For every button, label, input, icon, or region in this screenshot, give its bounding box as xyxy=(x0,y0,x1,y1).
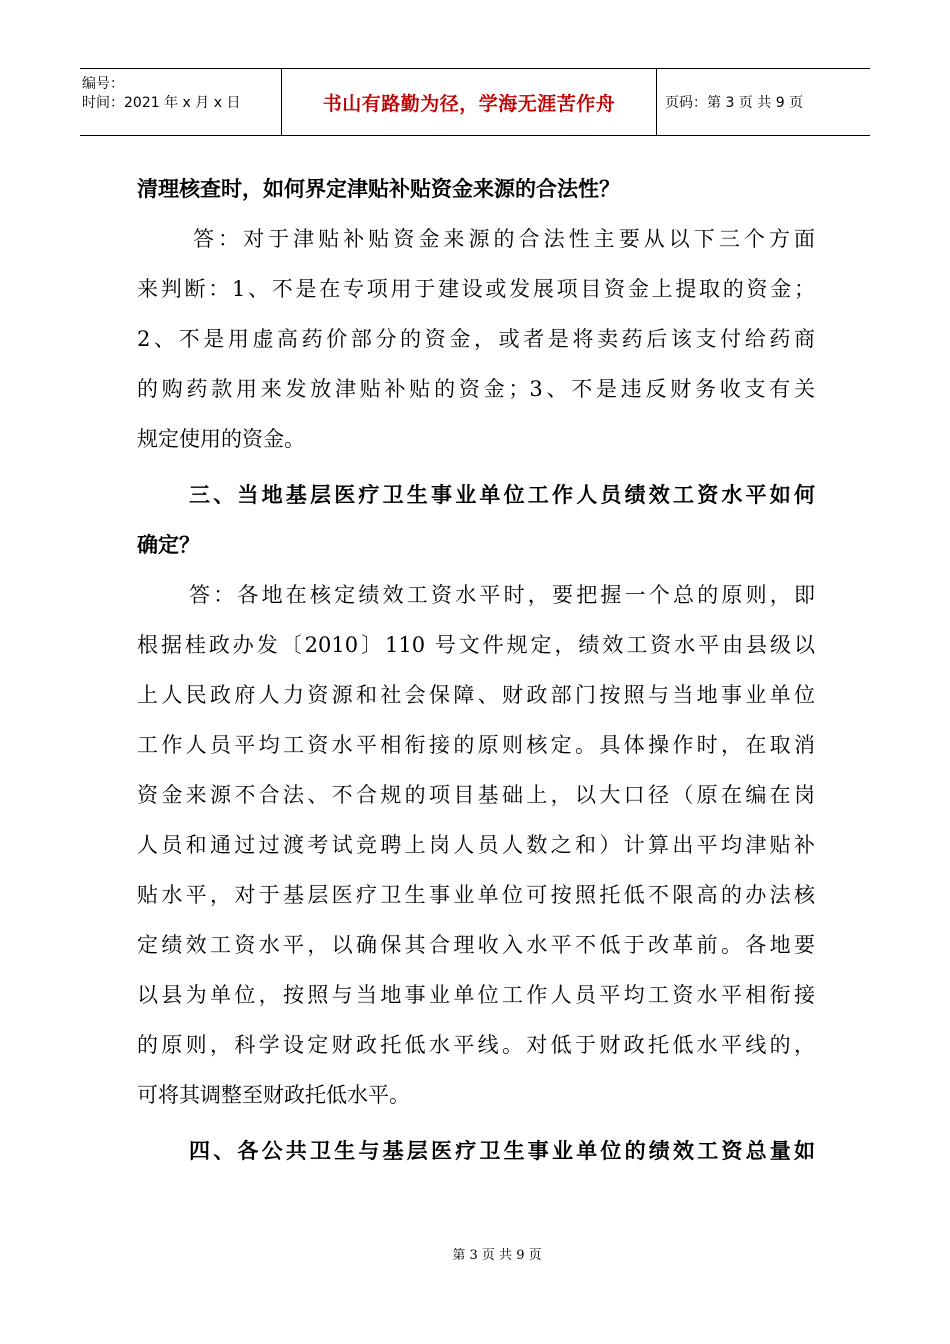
answer-3-line: 上人民政府人力资源和社会保障、财政部门按照与当地事业单位 xyxy=(137,683,815,707)
number-label: 编号： xyxy=(82,76,124,92)
answer-3-line: 根据桂政办发〔2010〕110 号文件规定，绩效工资水平由县级以 xyxy=(137,633,815,657)
motto: 书山有路勤为径，学海无涯苦作舟 xyxy=(322,92,616,115)
header-meta xyxy=(80,69,282,135)
header-motto-cell xyxy=(282,69,657,135)
answer-3-line: 以县为单位，按照与当地事业单位工作人员平均工资水平相衔接 xyxy=(137,983,815,1007)
page-info: 页码：第 3 页 共 9 页 xyxy=(665,95,804,111)
answer-3-line: 答：各地在核定绩效工资水平时，要把握一个总的原则，即 xyxy=(189,583,815,607)
header-table xyxy=(80,68,870,136)
answer-3-line: 定绩效工资水平，以确保其合理收入水平不低于改革前。各地要 xyxy=(137,933,815,957)
answer-3-line: 资金来源不合法、不合规的项目基础上，以大口径（原在编在岗 xyxy=(137,783,815,807)
answer-3-line: 人员和通过过渡考试竞聘上岗人员人数之和）计算出平均津贴补 xyxy=(137,833,815,857)
answer-2-line: 来判断：1、不是在专项用于建设或发展项目资金上提取的资金； xyxy=(137,277,815,301)
answer-3-line: 贴水平，对于基层医疗卫生事业单位可按照托低不限高的办法核 xyxy=(137,883,815,907)
answer-3-line: 可将其调整至财政托低水平。 xyxy=(137,1083,410,1107)
answer-2-line: 2、不是用虚高药价部分的资金，或者是将卖药后该支付给药商 xyxy=(137,327,815,351)
answer-3-line: 工作人员平均工资水平相衔接的原则核定。具体操作时，在取消 xyxy=(137,733,815,757)
question-2-title: 清理核查时，如何界定津贴补贴资金来源的合法性？ xyxy=(137,177,620,201)
page-footer: 第 3 页 共 9 页 xyxy=(452,1248,542,1263)
question-4-title: 四、各公共卫生与基层医疗卫生事业单位的绩效工资总量如 xyxy=(189,1139,815,1163)
answer-2-line: 的购药款用来发放津贴补贴的资金；3、不是违反财务收支有关 xyxy=(137,377,815,401)
document-body xyxy=(137,164,815,1176)
header-page-cell xyxy=(657,69,870,135)
answer-3-line: 的原则，科学设定财政托低水平线。对低于财政托低水平线的， xyxy=(137,1033,815,1057)
answer-2-line: 答：对于津贴补贴资金来源的合法性主要从以下三个方面 xyxy=(193,227,815,251)
time-label: 时间：2021 年 x 月 x 日 xyxy=(82,95,241,111)
question-3-title: 确定？ xyxy=(137,533,200,557)
answer-2-line: 规定使用的资金。 xyxy=(137,427,305,451)
question-3-title: 三、当地基层医疗卫生事业单位工作人员绩效工资水平如何 xyxy=(189,483,815,507)
